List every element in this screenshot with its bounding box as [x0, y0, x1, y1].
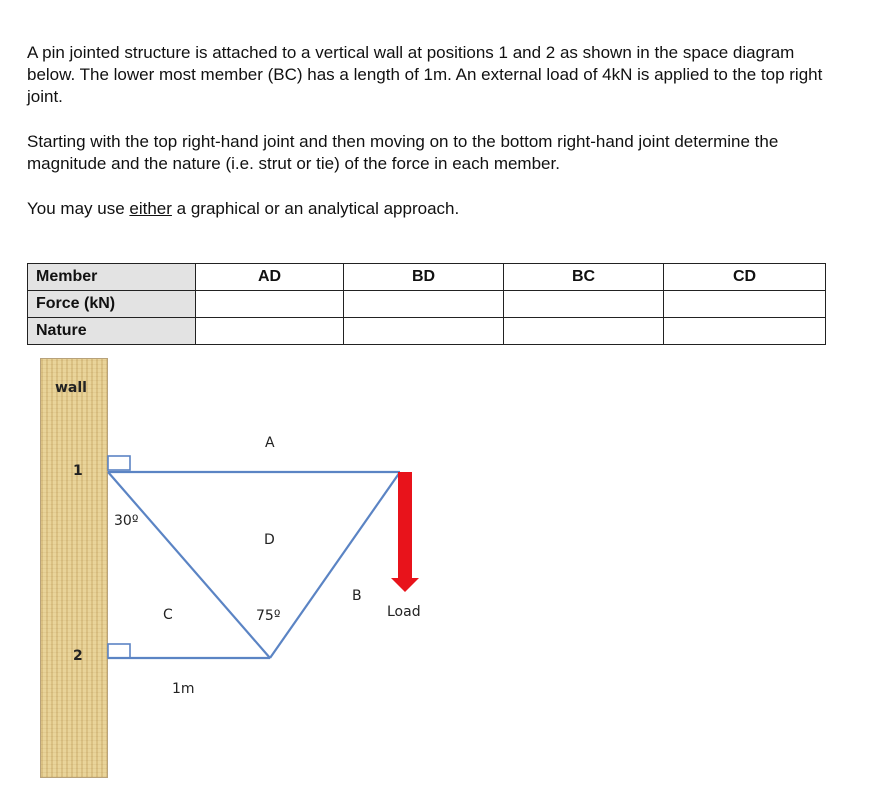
column-header-ad: AD [196, 264, 344, 291]
column-header-bd: BD [344, 264, 504, 291]
support-bracket-1 [108, 456, 130, 470]
row-header-member: Member [28, 264, 196, 291]
load-label: Load [387, 604, 421, 620]
region-b-label: B [352, 588, 362, 604]
region-d-label: D [264, 532, 275, 548]
region-c-label: C [163, 607, 173, 623]
para3-text-start: You may use [27, 199, 130, 218]
region-a-label: A [265, 435, 275, 451]
row-header-nature: Nature [28, 318, 196, 345]
support-bracket-2 [108, 644, 130, 658]
angle-75-label: 75º [256, 608, 281, 624]
load-arrow-head [391, 578, 419, 592]
member-bd [270, 472, 400, 658]
angle-30-label: 30º [114, 513, 139, 529]
support-2-label: 2 [73, 648, 83, 664]
para3-underlined-word: either [129, 199, 172, 218]
support-1-label: 1 [73, 463, 83, 479]
column-header-bc: BC [504, 264, 664, 291]
length-label: 1m [172, 681, 195, 697]
load-arrow-shaft [398, 472, 412, 580]
question-paragraph-2: Starting with the top right-hand joint and then moving on to the bottom right-hand joint determine the magnitude and the nature (i.e. strut or tie) of the force in each member. [27, 132, 779, 173]
member-cd [108, 472, 270, 658]
para3-text-end: a graphical or an analytical approach. [171, 199, 460, 218]
question-paragraph-1: A pin jointed structure is attached to a vertical wall at positions 1 and 2 as shown in the space diagram below. The lower most member (BC) has a length of 1m. An external load of 4kN is applied to the top right joint. [27, 43, 823, 106]
row-header-force: Force (kN) [28, 291, 196, 318]
wall-label: wall [55, 380, 87, 396]
column-header-cd: CD [664, 264, 826, 291]
